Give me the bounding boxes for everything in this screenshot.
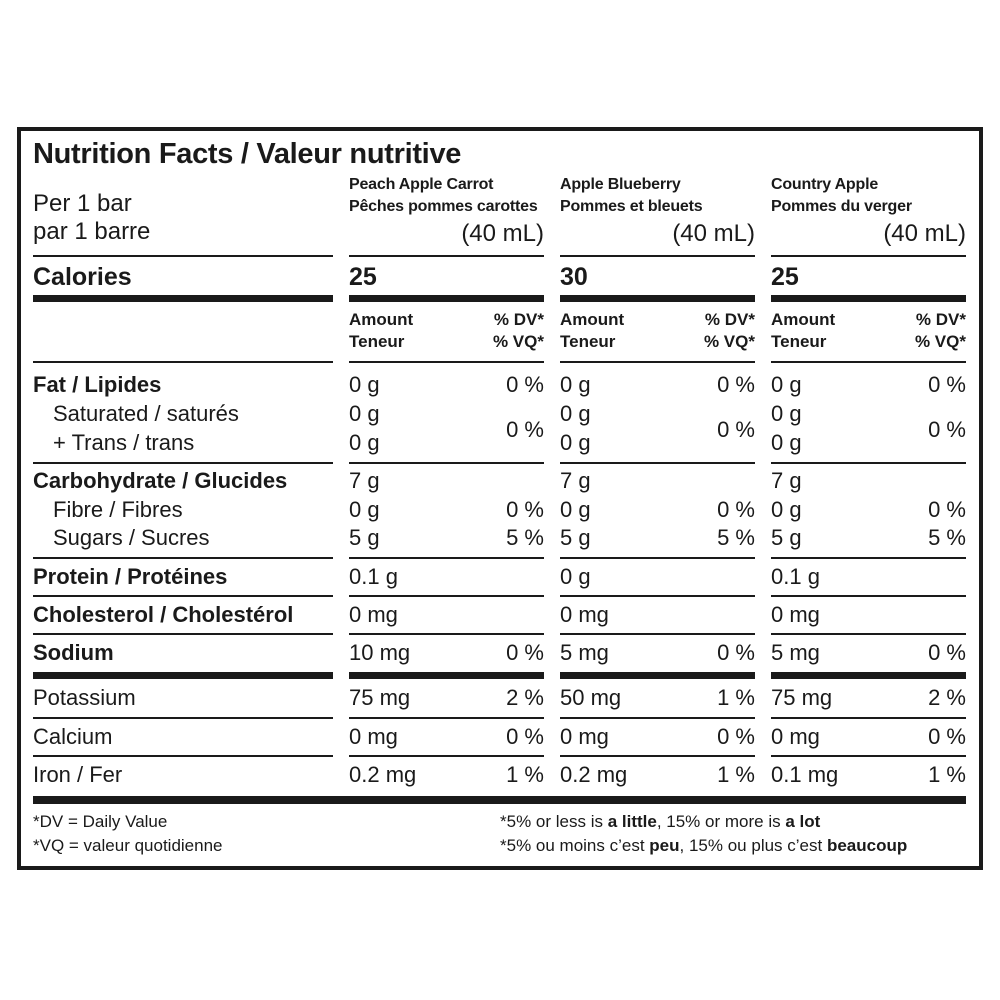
- potassium-dv-3: 2 %: [928, 685, 966, 710]
- fibre-dv-3: 0 %: [928, 497, 966, 522]
- protein-amount-2: 0 g: [560, 564, 591, 589]
- divider: [33, 361, 333, 363]
- divider: [560, 462, 755, 464]
- sugars-amount-1: 5 g: [349, 525, 380, 550]
- dv-header-2: % DV* % VQ*: [703, 310, 755, 351]
- protein-label: Protein / Protéines: [33, 564, 228, 589]
- product-3-volume: (40 mL): [883, 220, 966, 247]
- iron-amount-1: 0.2 mg: [349, 762, 417, 787]
- carb-amount-3: 7 g: [771, 468, 802, 493]
- divider: [771, 361, 966, 363]
- product-3-calories: 25: [771, 263, 799, 291]
- potassium-amount-2: 50 mg: [560, 685, 622, 710]
- label-title: Nutrition Facts / Valeur nutritive: [33, 138, 462, 170]
- footnote-dv-guide-fr: *5% ou moins c’est peu, 15% ou plus c’est beaucoup: [500, 836, 908, 855]
- cholesterol-amount-3: 0 mg: [771, 602, 820, 627]
- fat-dv-1: 0 %: [506, 372, 544, 397]
- iron-amount-2: 0.2 mg: [560, 762, 628, 787]
- carbohydrate-label: Carbohydrate / Glucides: [33, 468, 288, 493]
- amount-header-1: Amount Teneur: [349, 310, 414, 351]
- sugars-label: Sugars / Sucres: [53, 525, 210, 550]
- fat-amount-1: 0 g: [349, 372, 380, 397]
- divider: [33, 557, 333, 559]
- divider: [771, 255, 966, 257]
- iron-label: Iron / Fer: [33, 762, 123, 787]
- product-1-name-en: Peach Apple Carrot: [349, 176, 494, 193]
- bottom-thick-divider: [33, 796, 966, 804]
- divider: [771, 462, 966, 464]
- carb-amount-2: 7 g: [560, 468, 591, 493]
- potassium-dv-2: 1 %: [717, 685, 755, 710]
- trans-amount-2: 0 g: [560, 430, 591, 455]
- divider: [771, 633, 966, 635]
- divider: [560, 557, 755, 559]
- sodium-dv-3: 0 %: [928, 640, 966, 665]
- divider: [560, 595, 755, 597]
- thick-divider: [560, 295, 755, 302]
- product-3-name-en: Country Apple: [771, 176, 879, 193]
- serving-size-en: Per 1 bar: [33, 190, 132, 217]
- fat-label: Fat / Lipides: [33, 372, 162, 397]
- fibre-amount-2: 0 g: [560, 497, 591, 522]
- calcium-amount-2: 0 mg: [560, 724, 609, 749]
- divider: [349, 255, 544, 257]
- dv-header-1: % DV* % VQ*: [492, 310, 544, 351]
- calcium-amount-3: 0 mg: [771, 724, 820, 749]
- saturated-amount-2: 0 g: [560, 401, 591, 426]
- fat-amount-3: 0 g: [771, 372, 802, 397]
- fibre-dv-1: 0 %: [506, 497, 544, 522]
- product-1-volume: (40 mL): [461, 220, 544, 247]
- divider: [349, 633, 544, 635]
- calcium-dv-1: 0 %: [506, 724, 544, 749]
- protein-amount-1: 0.1 g: [349, 564, 398, 589]
- calories-label: Calories: [33, 263, 132, 291]
- divider: [771, 717, 966, 719]
- footnote-dv-definition: *DV = Daily Value: [33, 812, 168, 831]
- iron-dv-1: 1 %: [506, 762, 544, 787]
- divider: [349, 557, 544, 559]
- product-3-name-fr: Pommes du verger: [771, 198, 912, 215]
- product-1-name-fr: Pêches pommes carottes: [349, 198, 538, 215]
- trans-label: + Trans / trans: [53, 430, 195, 455]
- divider: [33, 255, 333, 257]
- saturated-amount-1: 0 g: [349, 401, 380, 426]
- carb-amount-1: 7 g: [349, 468, 380, 493]
- calcium-dv-3: 0 %: [928, 724, 966, 749]
- calcium-label: Calcium: [33, 724, 113, 749]
- potassium-amount-1: 75 mg: [349, 685, 411, 710]
- thick-divider: [560, 672, 755, 679]
- sugars-dv-2: 5 %: [717, 525, 755, 550]
- divider: [771, 557, 966, 559]
- divider: [349, 717, 544, 719]
- product-2-calories: 30: [560, 263, 588, 291]
- fat-dv-2: 0 %: [717, 372, 755, 397]
- serving-size-fr: par 1 barre: [33, 218, 151, 245]
- saturated-amount-3: 0 g: [771, 401, 802, 426]
- divider: [349, 361, 544, 363]
- divider: [560, 633, 755, 635]
- divider: [349, 755, 544, 757]
- sat-trans-dv-1: 0 %: [506, 417, 544, 442]
- divider: [349, 462, 544, 464]
- thick-divider: [349, 295, 544, 302]
- sodium-dv-1: 0 %: [506, 640, 544, 665]
- thick-divider: [33, 672, 333, 679]
- sodium-dv-2: 0 %: [717, 640, 755, 665]
- product-2-name-en: Apple Blueberry: [560, 176, 681, 193]
- fat-dv-3: 0 %: [928, 372, 966, 397]
- calcium-amount-1: 0 mg: [349, 724, 398, 749]
- sodium-label: Sodium: [33, 640, 114, 665]
- thick-divider: [33, 295, 333, 302]
- trans-amount-3: 0 g: [771, 430, 802, 455]
- divider: [33, 595, 333, 597]
- cholesterol-amount-2: 0 mg: [560, 602, 609, 627]
- saturated-label: Saturated / saturés: [53, 401, 239, 426]
- cholesterol-amount-1: 0 mg: [349, 602, 398, 627]
- sodium-amount-1: 10 mg: [349, 640, 411, 665]
- divider: [560, 255, 755, 257]
- dv-header-3: % DV* % VQ*: [914, 310, 966, 351]
- divider: [771, 755, 966, 757]
- fibre-amount-1: 0 g: [349, 497, 380, 522]
- sat-trans-dv-3: 0 %: [928, 417, 966, 442]
- divider: [33, 633, 333, 635]
- divider: [33, 717, 333, 719]
- sugars-amount-3: 5 g: [771, 525, 802, 550]
- fibre-label: Fibre / Fibres: [53, 497, 183, 522]
- sat-trans-dv-2: 0 %: [717, 417, 755, 442]
- potassium-label: Potassium: [33, 685, 136, 710]
- cholesterol-label: Cholesterol / Cholestérol: [33, 602, 294, 627]
- iron-amount-3: 0.1 mg: [771, 762, 839, 787]
- divider: [560, 361, 755, 363]
- divider: [560, 755, 755, 757]
- potassium-dv-1: 2 %: [506, 685, 544, 710]
- fibre-amount-3: 0 g: [771, 497, 802, 522]
- divider: [560, 717, 755, 719]
- fat-amount-2: 0 g: [560, 372, 591, 397]
- potassium-amount-3: 75 mg: [771, 685, 833, 710]
- amount-header-3: Amount Teneur: [771, 310, 836, 351]
- footnote-dv-guide-en: *5% or less is a little, 15% or more is a lot: [500, 812, 821, 831]
- divider: [349, 595, 544, 597]
- thick-divider: [771, 672, 966, 679]
- sodium-amount-2: 5 mg: [560, 640, 609, 665]
- footnote-vq-definition: *VQ = valeur quotidienne: [33, 836, 223, 855]
- amount-header-2: Amount Teneur: [560, 310, 625, 351]
- product-2-volume: (40 mL): [672, 220, 755, 247]
- iron-dv-3: 1 %: [928, 762, 966, 787]
- sugars-dv-3: 5 %: [928, 525, 966, 550]
- thick-divider: [349, 672, 544, 679]
- fibre-dv-2: 0 %: [717, 497, 755, 522]
- product-2-name-fr: Pommes et bleuets: [560, 198, 703, 215]
- iron-dv-2: 1 %: [717, 762, 755, 787]
- sodium-amount-3: 5 mg: [771, 640, 820, 665]
- trans-amount-1: 0 g: [349, 430, 380, 455]
- protein-amount-3: 0.1 g: [771, 564, 820, 589]
- divider: [33, 462, 333, 464]
- divider: [33, 755, 333, 757]
- calcium-dv-2: 0 %: [717, 724, 755, 749]
- divider: [771, 595, 966, 597]
- product-1-calories: 25: [349, 263, 377, 291]
- sugars-amount-2: 5 g: [560, 525, 591, 550]
- sugars-dv-1: 5 %: [506, 525, 544, 550]
- thick-divider: [771, 295, 966, 302]
